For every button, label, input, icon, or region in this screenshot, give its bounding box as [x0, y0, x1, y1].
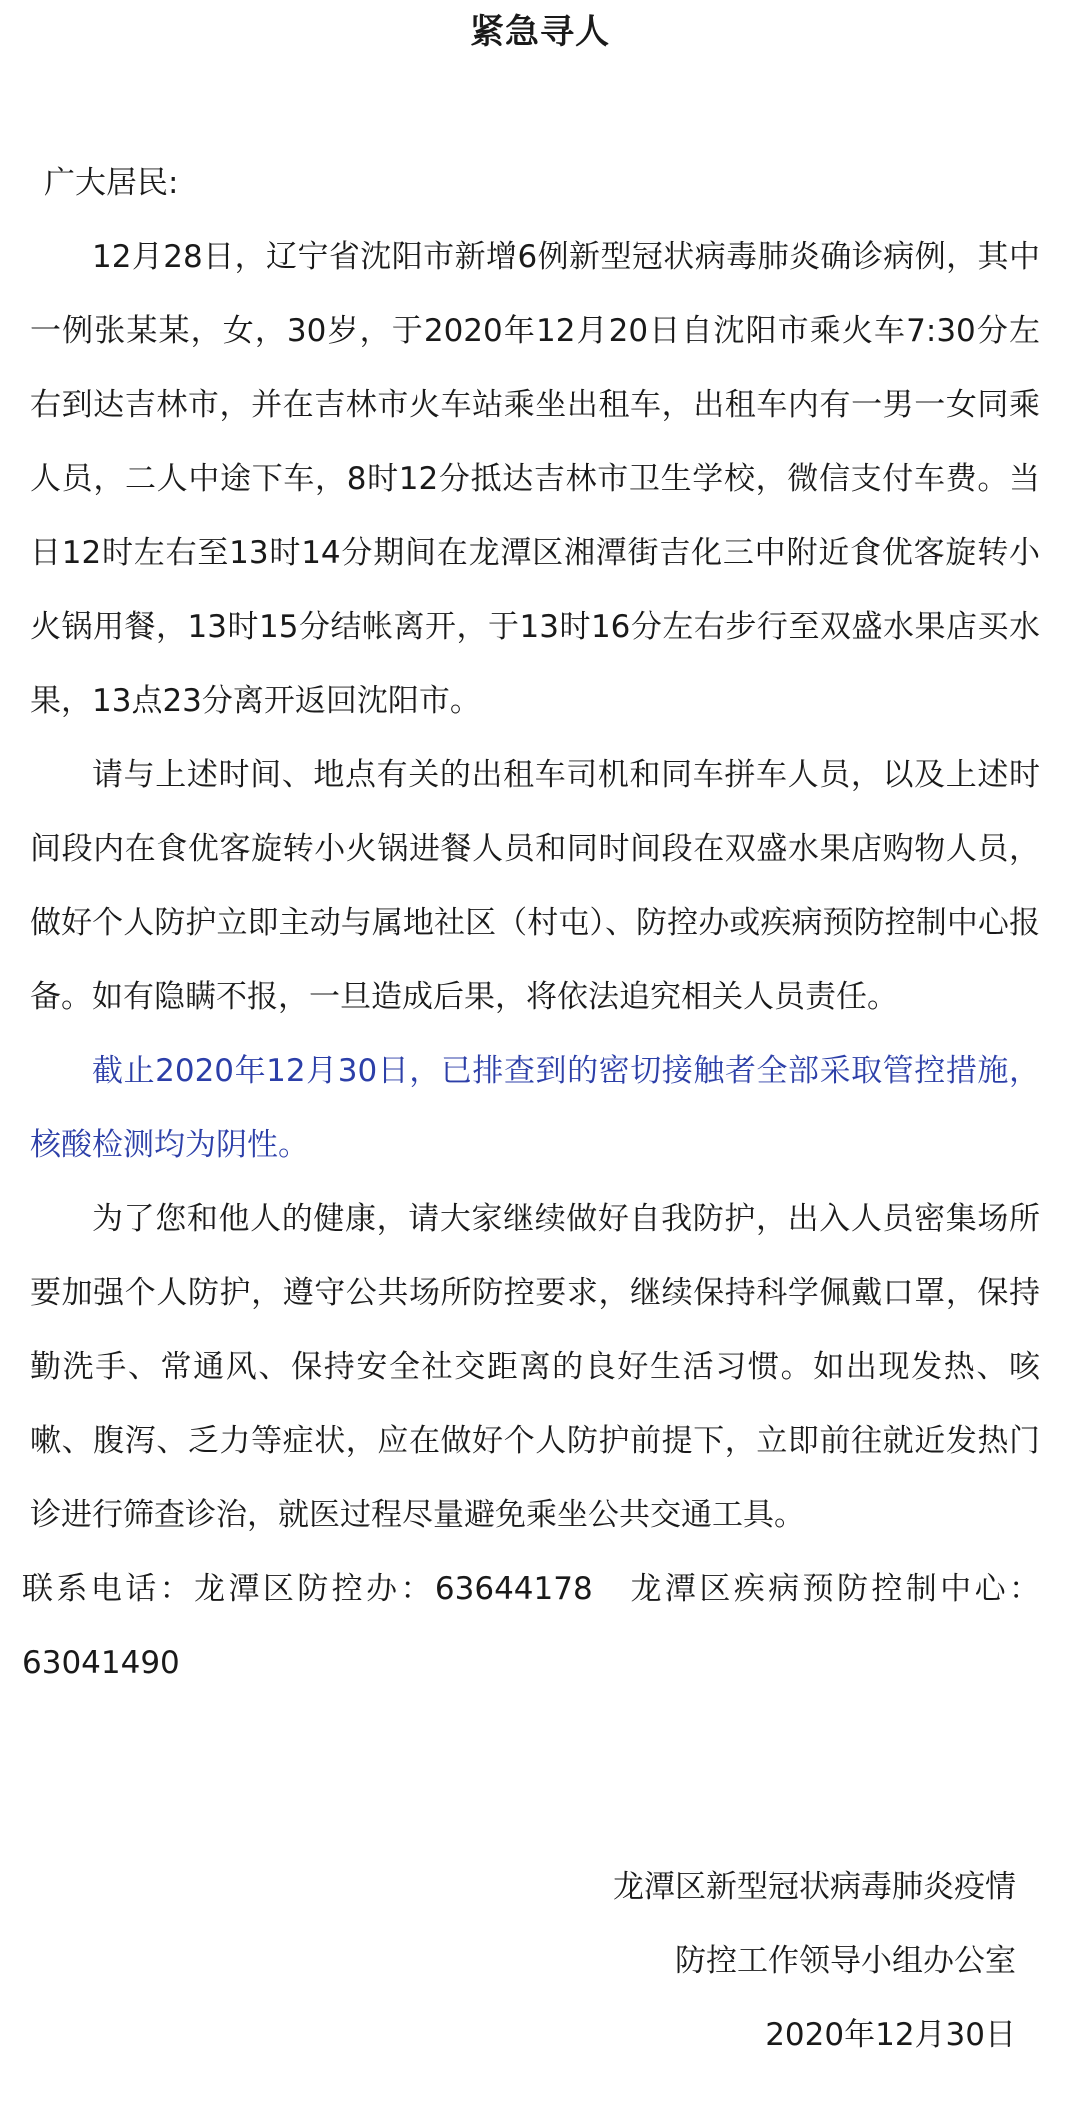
- paragraph-health-advice: 为了您和他人的健康，请大家继续做好自我防护，出入人员密集场所要加强个人防护，遵守公共场所防控要求，继续保持科学佩戴口罩，保持勤洗手、常通风、保持安全社交距离的良好生活习惯。如出现发热、咳嗽、腹泻、乏力等症状，应在做好个人防护前提下，立即前往就近发热门诊进行筛查诊治，就医过程尽量避免乘坐公共交通工具。: [30, 1201, 1040, 1533]
- greeting: 广大居民:: [44, 165, 179, 201]
- signature-org-line2: 防控工作领导小组办公室: [675, 1943, 1016, 1979]
- paragraph-request-report: 请与上述时间、地点有关的出租车司机和同车拼车人员，以及上述时间段内在食优客旋转小火锅进餐人员和同时间段在双盛水果店购物人员，做好个人防护立即主动与属地社区（村屯）、防控办或疾病预防控制中心报备。如有隐瞒不报，一旦造成后果，将依法追究相关人员责任。: [30, 757, 1040, 1015]
- paragraph-close-contacts-status: 截止2020年12月30日，已排查到的密切接触者全部采取管控措施，核酸检测均为阴性。: [30, 1053, 1040, 1163]
- paragraph-case-details: 12月28日，辽宁省沈阳市新增6例新型冠状病毒肺炎确诊病例，其中一例张某某，女，30岁，于2020年12月20日自沈阳市乘火车7:30分左右到达吉林市，并在吉林市火车站乘坐出租车，出租车内有一男一女同乘人员，二人中途下车，8时12分抵达吉林市卫生学校，微信支付车费。当日12时左右至13时14分期间在龙潭区湘潭街吉化三中附近食优客旋转小火锅用餐，13时15分结帐离开，于13时16分左右步行至双盛水果店买水果，13点23分离开返回沈阳市。: [30, 239, 1040, 719]
- signature-date: 2020年12月30日: [765, 2017, 1016, 2053]
- contact-phone-line: 联系电话：龙潭区防控办：63644178 龙潭区疾病预防控制中心：63041490: [22, 1571, 1040, 1681]
- signature-org-line1: 龙潭区新型冠状病毒肺炎疫情: [613, 1869, 1016, 1905]
- signature-block: [613, 1850, 1016, 2072]
- document-body: [22, 146, 1040, 1700]
- document-title: 紧急寻人: [470, 12, 610, 52]
